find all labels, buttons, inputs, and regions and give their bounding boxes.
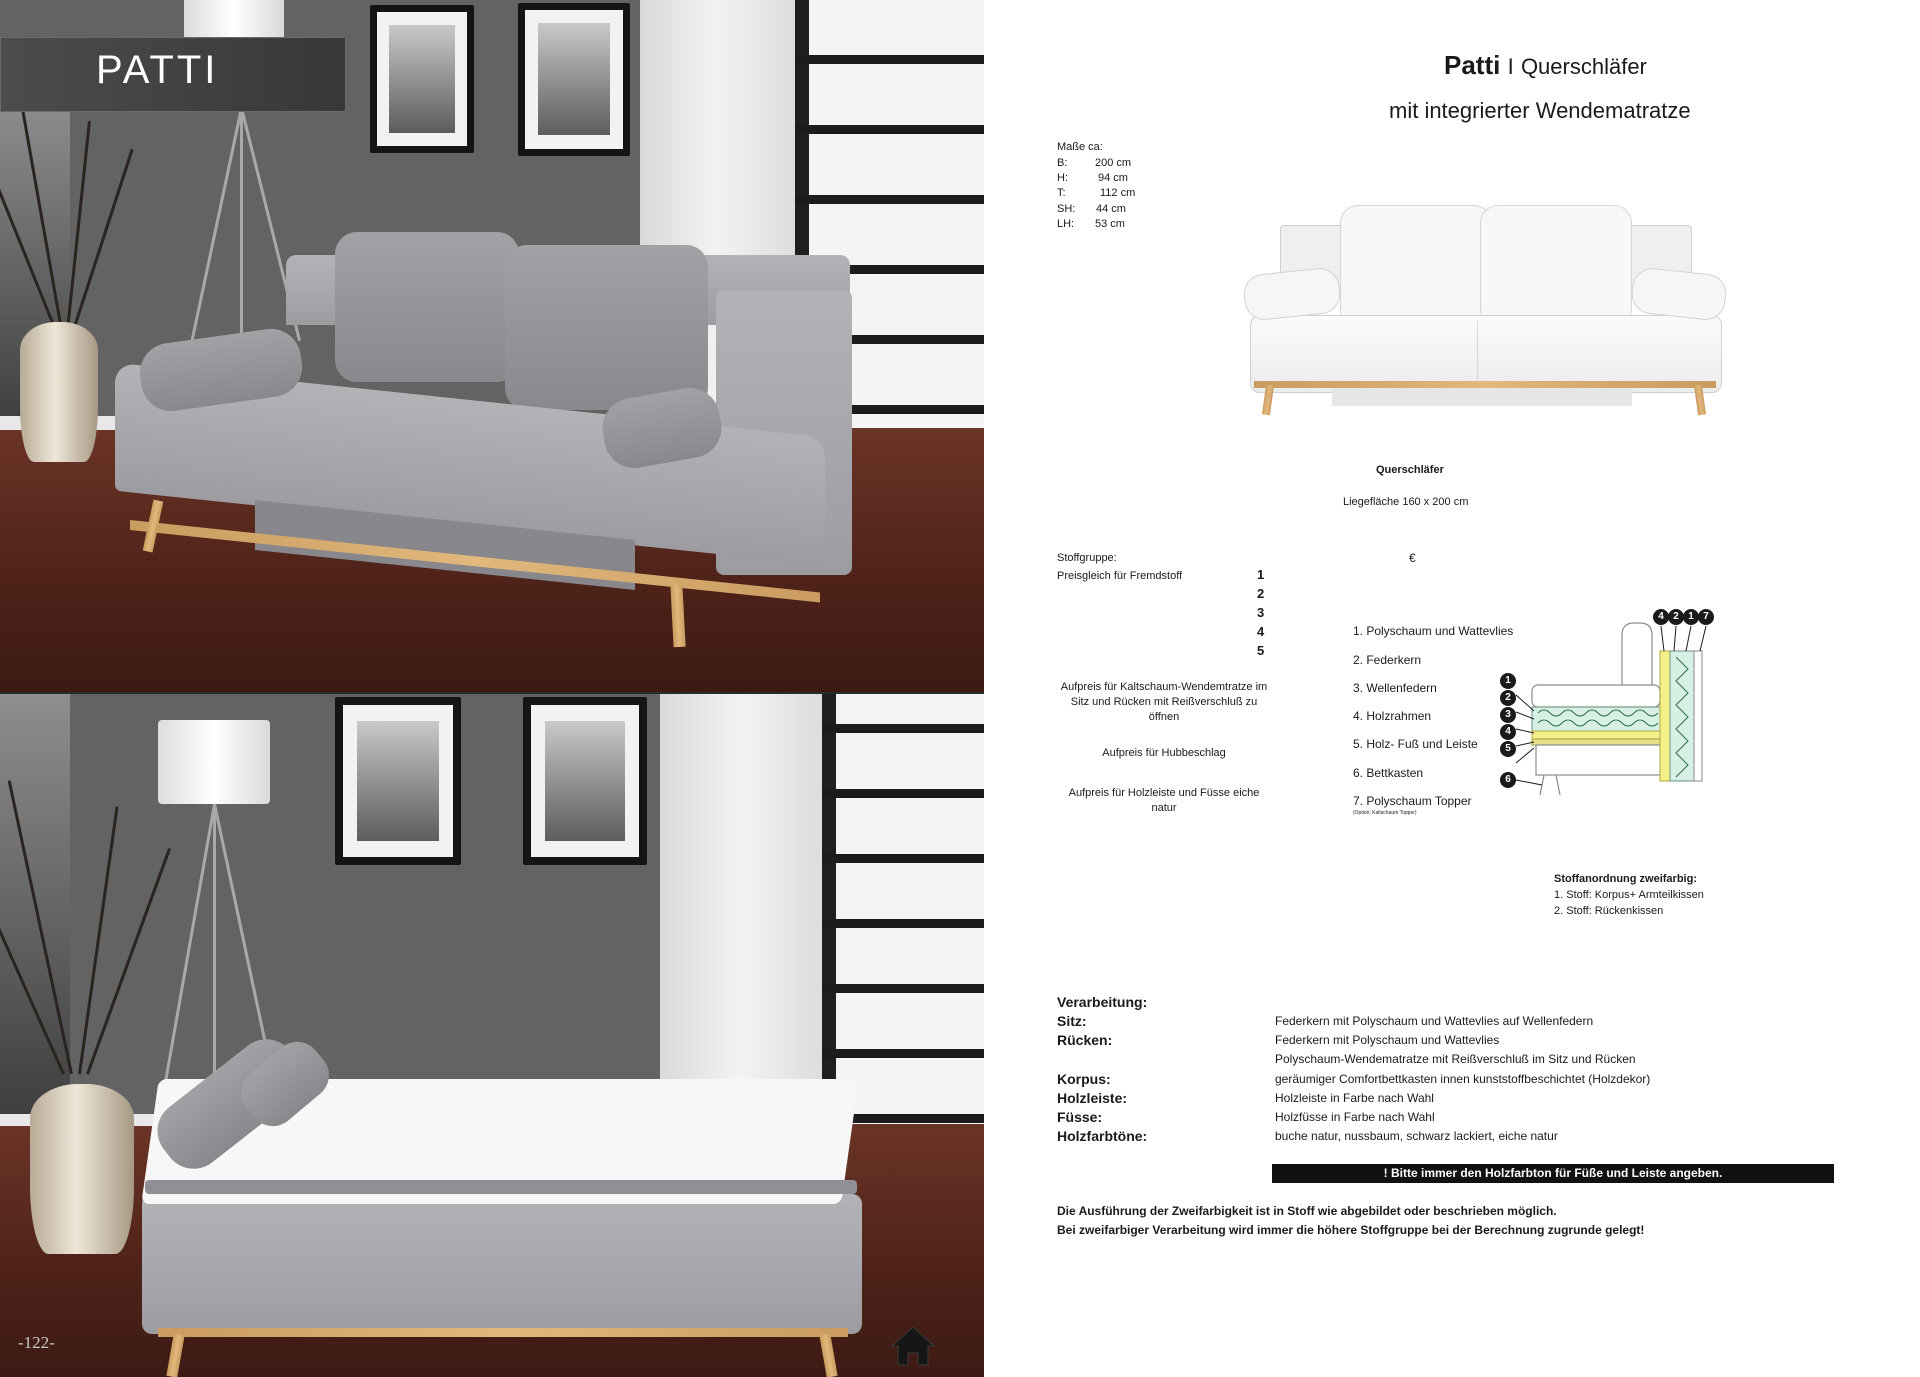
processing-value: geräumiger Comfortbettkasten innen kunststoffbeschichtet (Holzdekor) bbox=[1275, 1072, 1651, 1086]
mattress-piping bbox=[145, 1180, 857, 1194]
bed-photo bbox=[0, 694, 984, 1377]
processing-label: Holzfarbtöne: bbox=[1057, 1128, 1148, 1144]
marker: 5 bbox=[1500, 741, 1516, 757]
notice-text: ! Bitte immer den Holzfarbton für Füße und Leiste angeben. bbox=[1383, 1166, 1723, 1180]
floor-lamp bbox=[158, 720, 270, 804]
page-subtitle: mit integrierter Wendematratze bbox=[1389, 98, 1691, 123]
bed-base bbox=[142, 1194, 862, 1334]
sofa-photo bbox=[0, 0, 984, 692]
fabric-group: 5 bbox=[1257, 643, 1265, 658]
fabric-group-label: Stoffgruppe: bbox=[1057, 552, 1117, 564]
back-cushion-left bbox=[335, 232, 519, 382]
construction-diagram bbox=[1494, 611, 1734, 815]
dimension-value: 94 cm bbox=[1098, 172, 1128, 184]
processing-label: Sitz: bbox=[1057, 1013, 1087, 1029]
page-number: -122- bbox=[18, 1333, 55, 1352]
two-tone-heading: Stoffanordnung zweifarbig: bbox=[1554, 873, 1697, 885]
same-price-label: Preisgleich für Fremdstoff bbox=[1057, 570, 1183, 582]
dimension-value: 112 cm bbox=[1100, 187, 1136, 199]
lying-area: Liegefläche 160 x 200 cm bbox=[1343, 496, 1469, 508]
dimensions-heading: Maße ca: bbox=[1057, 141, 1103, 153]
processing-label: Rücken: bbox=[1057, 1032, 1113, 1048]
two-tone-line: 2. Stoff: Rückenkissen bbox=[1554, 905, 1664, 917]
dimension-value: 44 cm bbox=[1096, 203, 1126, 215]
marker: 1 bbox=[1683, 609, 1699, 625]
construction-item: 3. Wellenfedern bbox=[1353, 681, 1437, 695]
product-label: Querschläfer bbox=[1376, 464, 1444, 476]
marker: 2 bbox=[1500, 690, 1516, 706]
marker: 1 bbox=[1500, 673, 1516, 689]
construction-item: 4. Holzrahmen bbox=[1353, 709, 1432, 723]
construction-item: 2. Federkern bbox=[1353, 653, 1422, 667]
dimension-label: LH: bbox=[1057, 218, 1075, 230]
notice-bar bbox=[1272, 1164, 1834, 1183]
framed-print-arch bbox=[523, 697, 647, 865]
marker: 4 bbox=[1653, 609, 1669, 625]
framed-print-bridge bbox=[370, 5, 474, 153]
framed-print-bridge bbox=[335, 697, 461, 865]
home-icon[interactable] bbox=[889, 1324, 937, 1368]
fabric-group: 1 bbox=[1257, 567, 1265, 582]
back-cushion-right bbox=[505, 245, 708, 410]
processing-value: Holzleiste in Farbe nach Wahl bbox=[1275, 1091, 1434, 1105]
surcharge: Aufpreis für Hubbeschlag bbox=[1102, 747, 1226, 759]
fabric-group: 2 bbox=[1257, 586, 1265, 601]
processing-label: Holzleiste: bbox=[1057, 1090, 1128, 1106]
sofa-illustration bbox=[1244, 205, 1724, 415]
fabric-group: 4 bbox=[1257, 624, 1265, 639]
wood-rail bbox=[158, 1328, 848, 1337]
construction-item: 7. Polyschaum Topper bbox=[1353, 794, 1472, 808]
dimension-label: H: bbox=[1057, 172, 1068, 184]
processing-value: buche natur, nussbaum, schwarz lackiert, eiche natur bbox=[1275, 1129, 1558, 1143]
processing-heading: Verarbeitung: bbox=[1057, 994, 1148, 1010]
spec-panel bbox=[984, 0, 1920, 1377]
marker: 6 bbox=[1500, 772, 1516, 788]
marker: 7 bbox=[1698, 609, 1714, 625]
construction-item: 1. Polyschaum und Wattevlies bbox=[1353, 624, 1514, 638]
surcharge: Aufpreis für Kaltschaum-Wendemtratze im Sitz und Rücken mit Reißverschluß zu öffnen bbox=[1060, 681, 1268, 723]
marker: 2 bbox=[1668, 609, 1684, 625]
two-tone-line: 1. Stoff: Korpus+ Armteilkissen bbox=[1554, 889, 1704, 901]
processing-label: Füsse: bbox=[1057, 1109, 1103, 1125]
topper-note: (Option: Kaltschaum Topper) bbox=[1353, 810, 1417, 816]
page-title: Patti I Querschläfer bbox=[1444, 50, 1647, 80]
vase bbox=[30, 1084, 134, 1254]
dimension-label: B: bbox=[1057, 157, 1068, 169]
surcharge: Aufpreis für Holzleiste und Füsse eiche natur bbox=[1068, 787, 1260, 814]
brand-title: PATTI bbox=[96, 48, 219, 92]
vase bbox=[20, 322, 98, 462]
marker: 4 bbox=[1500, 724, 1516, 740]
dimension-label: SH: bbox=[1057, 203, 1076, 215]
framed-print-arch bbox=[518, 3, 630, 156]
currency-symbol: € bbox=[1409, 551, 1416, 565]
dimension-label: T: bbox=[1057, 187, 1066, 199]
footer-note: Die Ausführung der Zweifarbigkeit ist in Stoff wie abgebildet oder beschrieben möglich. bbox=[1057, 1204, 1557, 1218]
construction-item: 6. Bettkasten bbox=[1353, 766, 1424, 780]
dimension-value: 200 cm bbox=[1095, 157, 1132, 169]
processing-value: Federkern mit Polyschaum und Wattevlies bbox=[1275, 1033, 1500, 1047]
construction-item: 5. Holz- Fuß und Leiste bbox=[1353, 737, 1478, 751]
marker: 3 bbox=[1500, 707, 1516, 723]
footer-note: Bei zweifarbiger Verarbeitung wird immer die höhere Stoffgruppe bei der Berechnung zugrunde gelegt! bbox=[1057, 1223, 1645, 1237]
product-type: Querschläfer bbox=[1520, 54, 1647, 79]
processing-label: Korpus: bbox=[1057, 1071, 1111, 1087]
product-name: Patti bbox=[1444, 50, 1501, 80]
processing-value: Holzfüsse in Farbe nach Wahl bbox=[1275, 1110, 1435, 1124]
dimension-value: 53 cm bbox=[1095, 218, 1125, 230]
processing-value: Polyschaum-Wendematratze mit Reißverschluß im Sitz und Rücken bbox=[1275, 1052, 1636, 1066]
fabric-group: 3 bbox=[1257, 605, 1265, 620]
processing-value: Federkern mit Polyschaum und Wattevlies auf Wellenfedern bbox=[1275, 1014, 1594, 1028]
